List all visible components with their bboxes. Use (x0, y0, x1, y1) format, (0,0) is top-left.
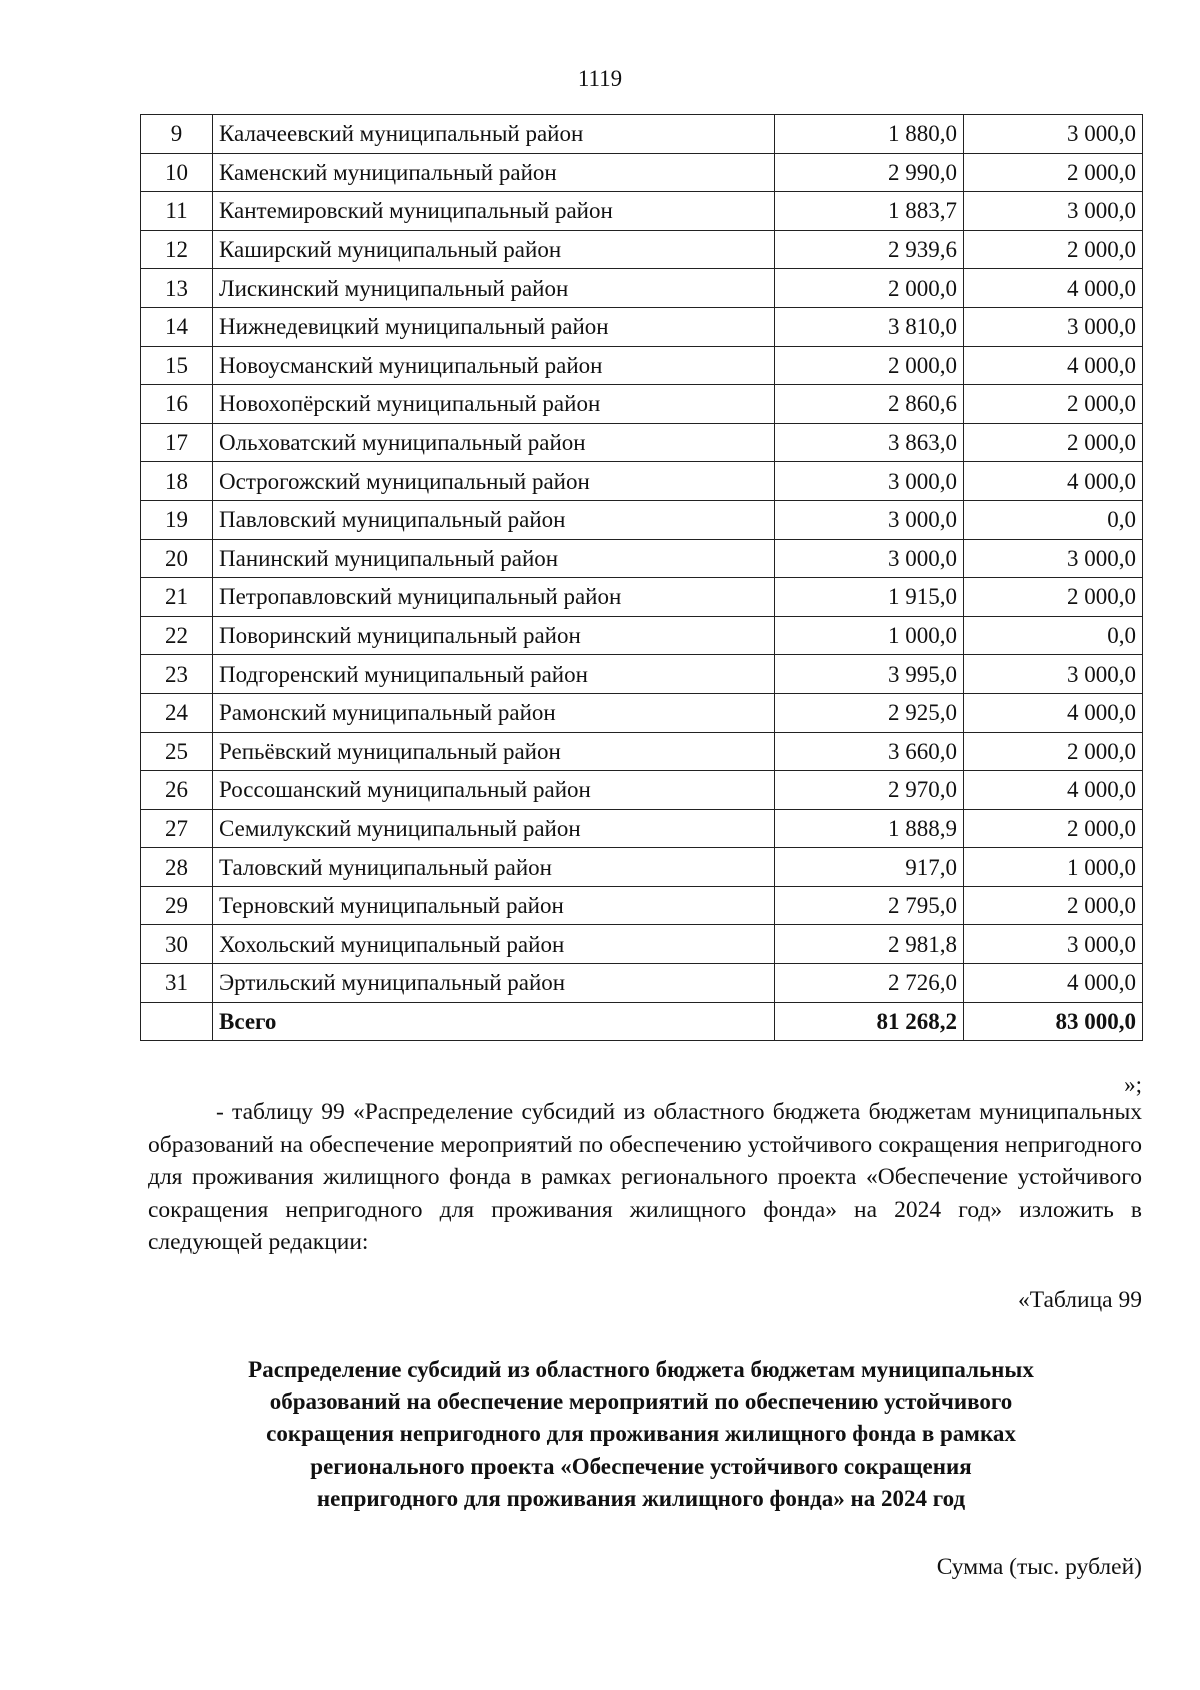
district-name-cell: Панинский муниципальный район (213, 539, 775, 578)
district-name-cell: Калачеевский муниципальный район (213, 115, 775, 154)
unit-note: Сумма (тыс. рублей) (936, 1554, 1142, 1580)
amount-cell-2: 2 000,0 (964, 809, 1143, 848)
table-row (141, 964, 1143, 1003)
table-row (141, 539, 1143, 578)
heading-line: сокращения непригодного для проживания жилищного фонда в рамках (266, 1421, 1016, 1447)
amount-cell-2: 0,0 (964, 616, 1143, 655)
instruction-paragraph: - таблицу 99 «Распределение субсидий из областного бюджета бюджетам муниципальных образований на обеспечение мероприятий по обеспечению устойчивого сокращения непригодного для проживания жилищного фонда в рамках регионального проекта «Обеспечение устойчивого сокращения непригодного для проживания жилищного фонда» на 2024 год» изложить в следующей редакции: (148, 1099, 1142, 1255)
row-number-cell: 11 (141, 192, 213, 231)
table-row (141, 115, 1143, 154)
row-number-cell: 24 (141, 693, 213, 732)
amount-cell-2: 3 000,0 (964, 115, 1143, 154)
table-body (141, 115, 1143, 1041)
row-number-cell: 21 (141, 578, 213, 617)
row-number-cell: 23 (141, 655, 213, 694)
row-number-cell: 16 (141, 385, 213, 424)
amount-cell-2: 4 000,0 (964, 964, 1143, 1003)
total-row (141, 1002, 1143, 1041)
table-row (141, 346, 1143, 385)
amount-cell-1: 3 000,0 (775, 539, 964, 578)
amount-cell-1: 3 863,0 (775, 423, 964, 462)
amount-cell-1: 2 726,0 (775, 964, 964, 1003)
row-number-cell: 10 (141, 153, 213, 192)
table-row (141, 616, 1143, 655)
heading-line: регионального проекта «Обеспечение устойчивого сокращения (310, 1453, 972, 1479)
amount-cell-1: 1 883,7 (775, 192, 964, 231)
district-name-cell: Россошанский муниципальный район (213, 771, 775, 810)
district-name-cell: Семилукский муниципальный район (213, 809, 775, 848)
table-row (141, 732, 1143, 771)
table-row (141, 153, 1143, 192)
amount-cell-1: 1 888,9 (775, 809, 964, 848)
amount-cell-2: 4 000,0 (964, 771, 1143, 810)
amount-cell-1: 3 000,0 (775, 462, 964, 501)
row-number-cell: 22 (141, 616, 213, 655)
amount-cell-2: 4 000,0 (964, 462, 1143, 501)
amount-cell-1: 2 860,6 (775, 385, 964, 424)
district-name-cell: Репьёвский муниципальный район (213, 732, 775, 771)
row-number-cell: 18 (141, 462, 213, 501)
closing-quote: »; (1124, 1072, 1142, 1097)
table-row (141, 886, 1143, 925)
amount-cell-2: 2 000,0 (964, 423, 1143, 462)
amount-cell-1: 917,0 (775, 848, 964, 887)
amount-cell-1: 3 995,0 (775, 655, 964, 694)
row-number-cell: 15 (141, 346, 213, 385)
amount-cell-1: 2 000,0 (775, 346, 964, 385)
table-row (141, 269, 1143, 308)
total-amount-cell-2: 83 000,0 (964, 1002, 1143, 1041)
row-number-cell: 26 (141, 771, 213, 810)
table-row (141, 192, 1143, 231)
amount-cell-2: 2 000,0 (964, 886, 1143, 925)
district-name-cell: Петропавловский муниципальный район (213, 578, 775, 617)
row-number-cell: 19 (141, 500, 213, 539)
district-name-cell: Эртильский муниципальный район (213, 964, 775, 1003)
table-row (141, 385, 1143, 424)
district-name-cell: Ольховатский муниципальный район (213, 423, 775, 462)
row-number-cell: 12 (141, 230, 213, 269)
district-name-cell: Каменский муниципальный район (213, 153, 775, 192)
amount-cell-1: 2 925,0 (775, 693, 964, 732)
row-number-cell: 17 (141, 423, 213, 462)
amount-cell-2: 3 000,0 (964, 925, 1143, 964)
row-number-cell: 9 (141, 115, 213, 154)
table-label: «Таблица 99 (1017, 1287, 1142, 1313)
heading-line: непригодного для проживания жилищного фонда» на 2024 год (316, 1485, 966, 1511)
district-name-cell: Поворинский муниципальный район (213, 616, 775, 655)
district-name-cell: Подгоренский муниципальный район (213, 655, 775, 694)
table-row (141, 848, 1143, 887)
district-name-cell: Хохольский муниципальный район (213, 925, 775, 964)
amount-cell-1: 3 660,0 (775, 732, 964, 771)
table-row (141, 500, 1143, 539)
district-name-cell: Лискинский муниципальный район (213, 269, 775, 308)
district-name-cell: Острогожский муниципальный район (213, 462, 775, 501)
table-row (141, 693, 1143, 732)
amount-cell-2: 3 000,0 (964, 655, 1143, 694)
amount-cell-1: 3 000,0 (775, 500, 964, 539)
amount-cell-2: 2 000,0 (964, 385, 1143, 424)
table-row (141, 307, 1143, 346)
amount-cell-2: 4 000,0 (964, 693, 1143, 732)
table-heading (140, 1354, 1142, 1515)
heading-line: образований на обеспечение мероприятий по обеспечению устойчивого (269, 1389, 1013, 1415)
total-amount-cell-1: 81 268,2 (775, 1002, 964, 1041)
district-name-cell: Павловский муниципальный район (213, 500, 775, 539)
district-name-cell: Нижнедевицкий муниципальный район (213, 307, 775, 346)
row-number-cell: 29 (141, 886, 213, 925)
row-number-cell: 25 (141, 732, 213, 771)
district-name-cell: Новоусманский муниципальный район (213, 346, 775, 385)
district-name-cell: Новохопёрский муниципальный район (213, 385, 775, 424)
page-number: 1119 (577, 66, 623, 91)
district-name-cell: Кантемировский муниципальный район (213, 192, 775, 231)
amount-cell-1: 2 981,8 (775, 925, 964, 964)
amount-cell-1: 1 915,0 (775, 578, 964, 617)
row-number-cell: 30 (141, 925, 213, 964)
table-row (141, 655, 1143, 694)
amount-cell-1: 2 990,0 (775, 153, 964, 192)
amount-cell-2: 2 000,0 (964, 732, 1143, 771)
table-row (141, 462, 1143, 501)
amount-cell-1: 2 000,0 (775, 269, 964, 308)
amount-cell-1: 2 795,0 (775, 886, 964, 925)
row-number-cell: 13 (141, 269, 213, 308)
amount-cell-2: 2 000,0 (964, 578, 1143, 617)
amount-cell-2: 1 000,0 (964, 848, 1143, 887)
amount-cell-1: 2 970,0 (775, 771, 964, 810)
amount-cell-1: 1 880,0 (775, 115, 964, 154)
row-number-cell: 20 (141, 539, 213, 578)
row-number-cell: 31 (141, 964, 213, 1003)
amount-cell-2: 4 000,0 (964, 346, 1143, 385)
heading-line: Распределение субсидий из областного бюджета бюджетам муниципальных (248, 1357, 1034, 1382)
table-row (141, 771, 1143, 810)
amount-cell-2: 3 000,0 (964, 307, 1143, 346)
amount-cell-2: 3 000,0 (964, 192, 1143, 231)
district-name-cell: Таловский муниципальный район (213, 848, 775, 887)
amount-cell-2: 2 000,0 (964, 230, 1143, 269)
table-row (141, 423, 1143, 462)
district-name-cell: Каширский муниципальный район (213, 230, 775, 269)
district-name-cell: Терновский муниципальный район (213, 886, 775, 925)
table-row (141, 578, 1143, 617)
row-number-cell: 27 (141, 809, 213, 848)
amount-cell-1: 2 939,6 (775, 230, 964, 269)
total-row-number-cell (141, 1002, 213, 1041)
table-row (141, 809, 1143, 848)
subsidy-table (140, 114, 1143, 1041)
row-number-cell: 14 (141, 307, 213, 346)
row-number-cell: 28 (141, 848, 213, 887)
amount-cell-2: 4 000,0 (964, 269, 1143, 308)
amount-cell-1: 1 000,0 (775, 616, 964, 655)
amount-cell-2: 3 000,0 (964, 539, 1143, 578)
table-row (141, 230, 1143, 269)
amount-cell-1: 3 810,0 (775, 307, 964, 346)
table-row (141, 925, 1143, 964)
amount-cell-2: 0,0 (964, 500, 1143, 539)
amount-cell-2: 2 000,0 (964, 153, 1143, 192)
total-district-name-cell: Всего (213, 1002, 775, 1041)
district-name-cell: Рамонский муниципальный район (213, 693, 775, 732)
